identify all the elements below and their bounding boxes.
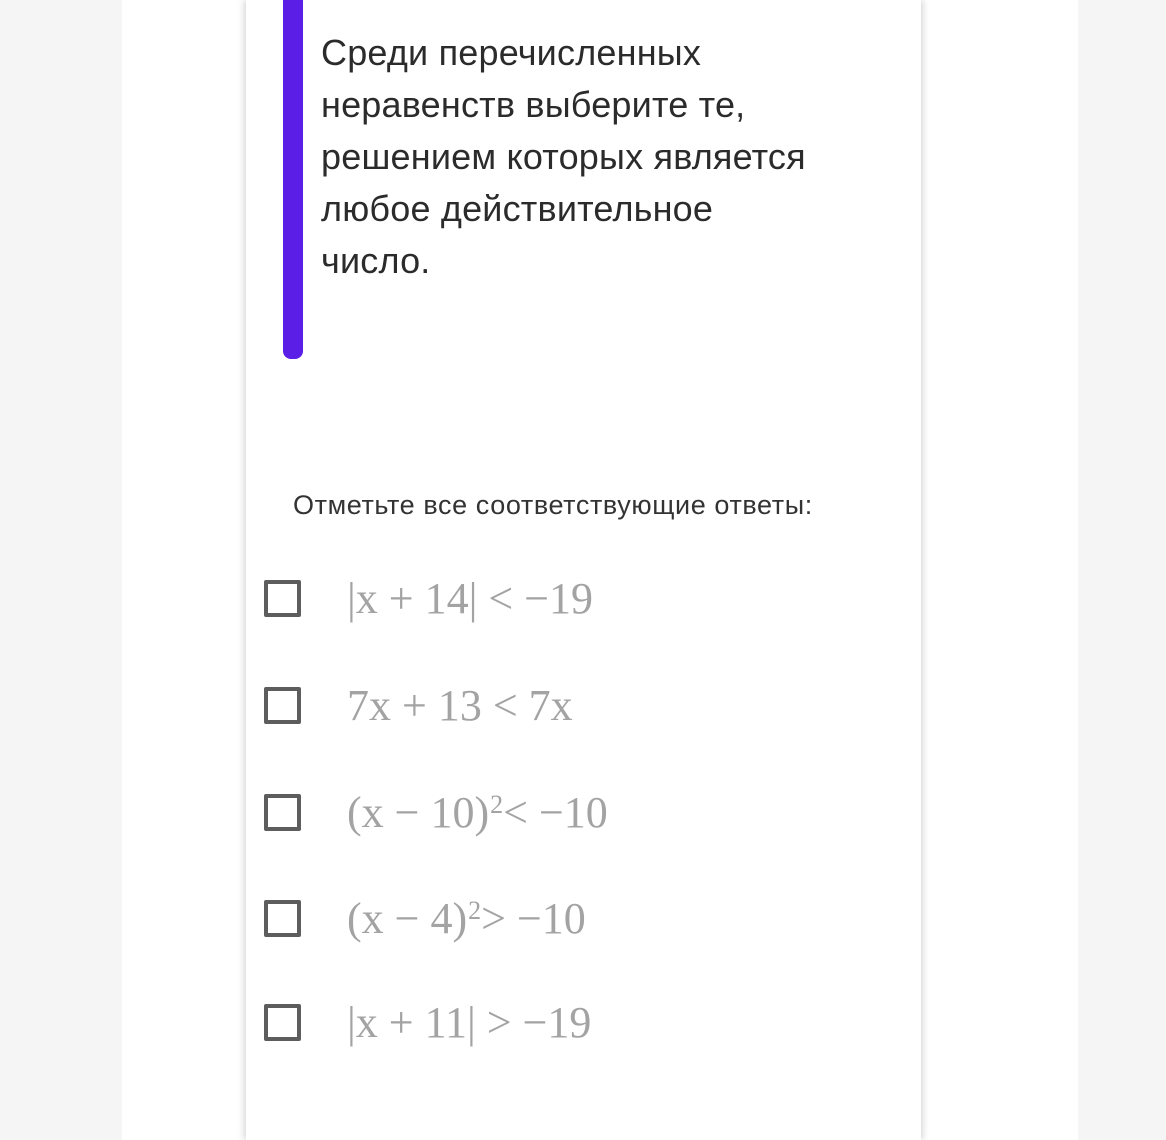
formula-text: |x + 11| > −19: [347, 997, 592, 1047]
formula-text: 7x + 13 < 7x: [347, 680, 573, 730]
formula-exponent: 2: [490, 789, 504, 819]
checkbox[interactable]: [264, 580, 301, 617]
question-line-5: число.: [321, 240, 431, 281]
checkbox[interactable]: [264, 900, 301, 937]
answer-option-5[interactable]: [264, 992, 884, 1052]
question-accent-bar: [283, 0, 303, 359]
answer-option-1[interactable]: [264, 568, 884, 628]
option-formula: [347, 573, 594, 624]
answer-option-4[interactable]: [264, 888, 884, 948]
instruction-text: Отметьте все соответствующие ответы:: [293, 490, 813, 520]
formula-text: (x − 4): [347, 893, 468, 943]
question-line-4: любое действительное: [321, 188, 714, 229]
checkbox[interactable]: [264, 1004, 301, 1041]
answer-option-2[interactable]: [264, 675, 884, 735]
option-formula: [347, 787, 608, 838]
checkbox[interactable]: [264, 687, 301, 724]
formula-text: (x − 10): [347, 787, 490, 837]
question-text: [321, 27, 881, 287]
right-backdrop: [1078, 0, 1166, 1140]
option-formula: [347, 680, 574, 731]
formula-exponent: 2: [468, 895, 482, 925]
formula-tail: < −10: [503, 787, 608, 837]
answer-option-3[interactable]: [264, 782, 884, 842]
left-backdrop: [0, 0, 122, 1140]
question-line-1: Среди перечисленных: [321, 32, 702, 73]
checkbox[interactable]: [264, 794, 301, 831]
option-formula: [347, 893, 586, 944]
formula-text: |x + 14| < −19: [347, 573, 594, 623]
option-formula: [347, 997, 592, 1048]
question-line-2: неравенств выберите те,: [321, 84, 746, 125]
question-line-3: решением которых является: [321, 136, 806, 177]
formula-tail: > −10: [481, 893, 586, 943]
